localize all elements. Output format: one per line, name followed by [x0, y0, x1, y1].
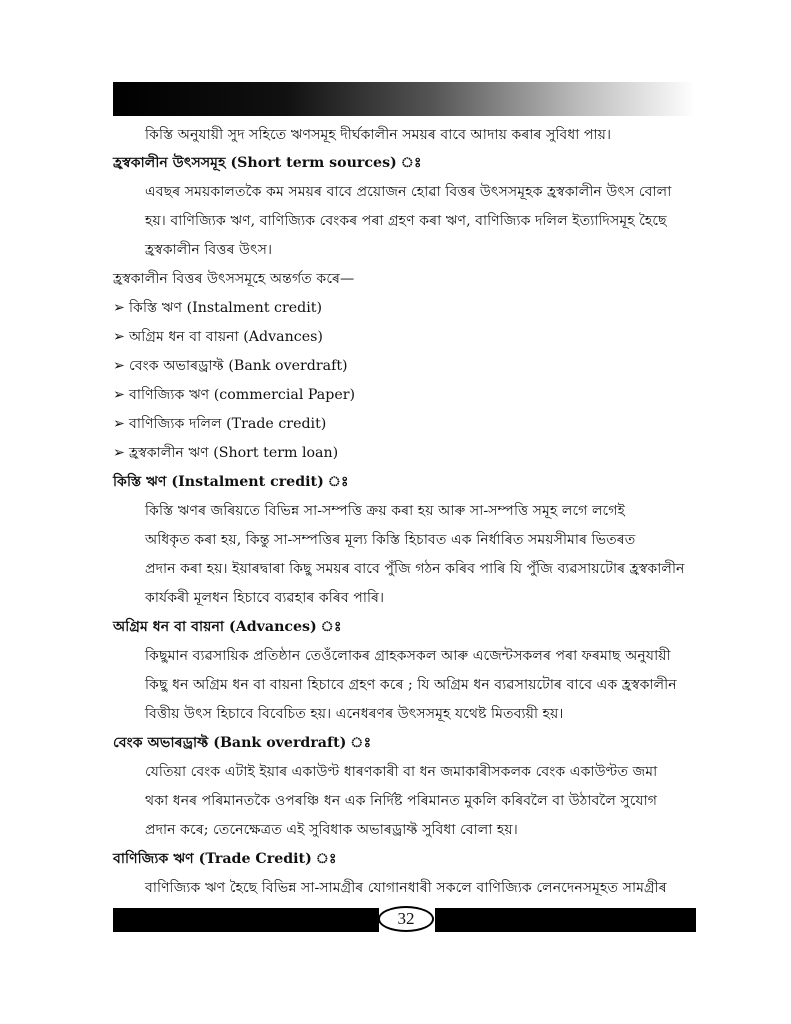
- paragraph-line: হ্ৰস্বকালীন বিত্তৰ উৎস।: [145, 242, 273, 258]
- arrow-bullet-icon: ➢: [113, 445, 125, 461]
- footer-bar-left: [113, 908, 379, 932]
- paragraph-line: কিস্তি ঋণৰ জৰিয়তে বিভিন্ন সা-সম্পত্তি ক্ৰয় কৰা হয় আৰু সা-সম্পত্তি সমূহ লগে লগেই: [145, 503, 625, 519]
- arrow-bullet-icon: ➢: [113, 416, 125, 432]
- paragraph-line: অধিকৃত কৰা হয়, কিন্তু সা-সম্পত্তিৰ মূল্য কিস্তি হিচাবত এক নিৰ্ধাৰিত সময়সীমাৰ ভিতৰত: [145, 532, 636, 548]
- arrow-bullet-icon: ➢: [113, 329, 125, 345]
- paragraph-line: বিত্তীয় উৎস হিচাবে বিবেচিত হয়। এনেধৰণৰ উৎসসমূহ যথেষ্ট মিতব্যয়ী হয়।: [145, 706, 564, 722]
- list-item: ➢ বেংক অভাৰড্ৰাফ্ট (Bank overdraft): [113, 358, 348, 374]
- paragraph-line: কাৰ্যকৰী মূলধন হিচাবে ব্যৱহাৰ কৰিব পাৰি।: [145, 590, 385, 606]
- list-item: ➢ বাণিজ্যিক দলিল (Trade credit): [113, 416, 327, 432]
- arrow-bullet-icon: ➢: [113, 300, 125, 316]
- section-heading-trade-credit: বাণিজ্যিক ঋণ (Trade Credit) ঃ: [113, 851, 337, 867]
- paragraph-line: এবছৰ সময়কালতকৈ কম সময়ৰ বাবে প্ৰয়োজন হোৱা বিত্তৰ উৎসসমূহক হ্ৰস্বকালীন উৎস বোলা: [145, 184, 672, 200]
- section-heading-bank-overdraft: বেংক অভাৰড্ৰাফ্ট (Bank overdraft) ঃ: [113, 735, 372, 751]
- paragraph-line: কিছুমান ব্যৱসায়িক প্ৰতিষ্ঠান তেওঁলোকৰ গ্ৰাহকসকল আৰু এজেন্টসকলৰ পৰা ফৰমাছ অনুযায়ী: [145, 648, 671, 664]
- paragraph-line: বাণিজ্যিক ঋণ হৈছে বিভিন্ন সা-সামগ্ৰীৰ যোগানধাৰী সকলে বাণিজ্যিক লেনদেনসমূহত সামগ্ৰীৰ: [145, 880, 667, 896]
- paragraph-line: প্ৰদান কৰে; তেনেক্ষেত্ৰত এই সুবিধাক অভাৰড্ৰাফ্ট সুবিধা বোলা হয়।: [145, 822, 518, 838]
- section-heading-advances: অগ্ৰিম ধন বা বায়না (Advances) ঃ: [113, 619, 342, 635]
- arrow-bullet-icon: ➢: [113, 358, 125, 374]
- paragraph-line: যেতিয়া বেংক এটাই ইয়াৰ একাউণ্ট ধাৰণকাৰী বা ধন জমাকাৰীসকলক বেংক একাউণ্টত জমা: [145, 764, 658, 780]
- list-item: ➢ কিস্তি ঋণ (Instalment credit): [113, 300, 323, 316]
- paragraph-line: থকা ধনৰ পৰিমানতকৈ ওপৰঞ্চি ধন এক নিৰ্দিষ্ট পৰিমানত মুকলি কৰিবলৈ বা উঠাবলৈ সুযোগ: [145, 793, 658, 809]
- list-intro: হ্ৰস্বকালীন বিত্তৰ উৎসসমূহে অন্তৰ্গত কৰে—: [113, 271, 355, 287]
- page-number: 32: [378, 906, 434, 932]
- list-item: ➢ হ্ৰস্বকালীন ঋণ (Short term loan): [113, 445, 339, 461]
- arrow-bullet-icon: ➢: [113, 387, 125, 403]
- paragraph-line: হয়। বাণিজ্যিক ঋণ, বাণিজ্যিক বেংকৰ পৰা গ্ৰহণ কৰা ঋণ, বাণিজ্যিক দলিল ইত্যাদিসমূহ হৈছে: [145, 213, 667, 229]
- paragraph-line: কিস্তি অনুযায়ী সুদ সহিতে ঋণসমূহ দীৰ্ঘকালীন সময়ৰ বাবে আদায় কৰাৰ সুবিধা পায়।: [145, 127, 612, 143]
- section-heading-instalment-credit: কিস্তি ঋণ (Instalment credit) ঃ: [113, 474, 349, 490]
- paragraph-line: কিছু ধন অগ্ৰিম ধন বা বায়না হিচাবে গ্ৰহণ কৰে ; যি অগ্ৰিম ধন ব্যৱসায়টোৰ বাবে এক হ্ৰস্বকালীন: [145, 677, 677, 693]
- header-gradient-bar: [113, 82, 695, 116]
- section-heading-short-term-sources: হ্ৰস্বকালীন উৎসসমূহ (Short term sources) ঃ: [113, 155, 422, 171]
- list-item: ➢ অগ্ৰিম ধন বা বায়না (Advances): [113, 329, 323, 345]
- footer-bar-right: [435, 908, 696, 932]
- paragraph-line: প্ৰদান কৰা হয়। ইয়াৰদ্বাৰা কিছু সময়ৰ বাবে পুঁজি গঠন কৰিব পাৰি যি পুঁজি ব্যৱসায়টোৰ হ্ৰস্বকালীন: [145, 561, 685, 577]
- list-item: ➢ বাণিজ্যিক ঋণ (commercial Paper): [113, 387, 356, 403]
